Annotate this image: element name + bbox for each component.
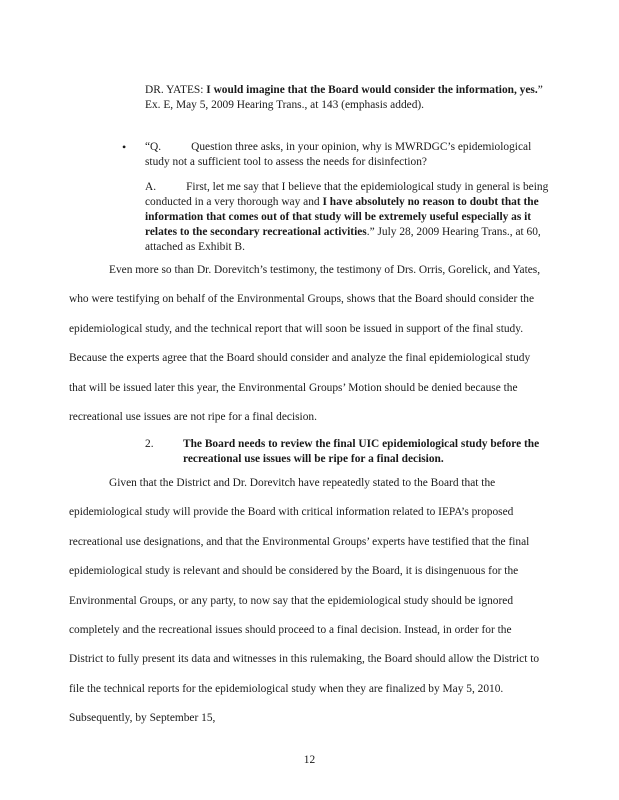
paragraph-2-text: Given that the District and Dr. Dorevitch have repeatedly stated to the Board that the epidemiological study will provide the Board with critical information related to IEPA’s proposed recreational use designations, and that the Environmental Groups’ experts have testified that the final epidemiological study is relevant and should be considered by the Board, it is disingenuous for the Environmental Groups, or any party, to now say that the epidemiological study should be ignored completely and the recreational issues should proceed to a final decision. Instead, in order for the District to fully present its data and witnesses in this rulemaking, the Board should allow the District to file the technical reports for the epidemiological study when they are finalized by May 5, 2010. Subsequently, by September 15,: [69, 477, 540, 725]
body-paragraph-1: [69, 256, 547, 432]
paragraph-1-text: Even more so than Dr. Dorevitch’s testimony, the testimony of Drs. Orris, Gorelick, and Yates, who were testifying on behalf of the Environmental Groups, shows that the Board should consider the epidemiological study, and the technical report that will soon be issued in support of the final study. Because the experts agree that the Board should consider and analyze the final epidemiological study that will be issued later this year, the Environmental Groups’ Motion should be denied because the recreational use issues are not ripe for a final decision.: [69, 264, 541, 424]
answer-block: [145, 180, 550, 255]
answer-text-plain: First, let me say that I believe that the epidemiological study in general is being conducted in a very thorough way and: [145, 181, 549, 208]
body-paragraph-2: [69, 469, 547, 734]
yates-quote: [145, 83, 550, 113]
section-heading-text: The Board needs to review the final UIC epidemiological study before the recreational use issues will be ripe for a final decision.: [183, 438, 540, 465]
bullet-icon: •: [122, 140, 127, 154]
answer-text-bold: I have absolutely no reason to doubt that the information that comes out of that study will be extremely useful especially as it relates to the secondary recreational activities: [145, 196, 539, 238]
yates-speaker: DR. YATES:: [145, 84, 204, 96]
page-number: 12: [303, 754, 316, 766]
answer-citation: .” July 28, 2009 Hearing Trans., at 60, attached as Exhibit B.: [145, 226, 541, 253]
section-number: 2.: [145, 438, 154, 450]
yates-quote-bold: I would imagine that the Board would consider the information, yes.: [206, 84, 538, 96]
question-label: “Q.: [145, 141, 162, 153]
question-block: [145, 140, 550, 170]
yates-citation: ” Ex. E, May 5, 2009 Hearing Trans., at 143 (emphasis added).: [145, 84, 543, 111]
question-text: Question three asks, in your opinion, why is MWRDGC’s epidemiological study not a sufficient tool to assess the needs for disinfection?: [145, 141, 532, 168]
answer-label: A.: [145, 181, 157, 193]
